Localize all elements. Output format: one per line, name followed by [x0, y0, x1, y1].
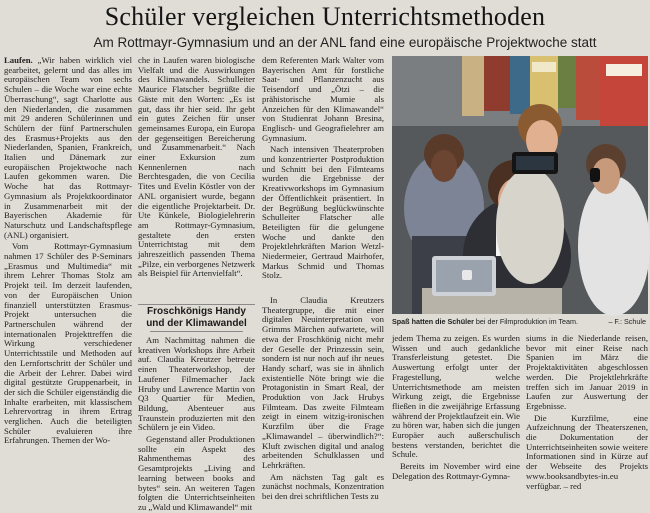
paragraph: Bereits im November wird eine Delegation des Rottmayr-Gymna-: [392, 461, 520, 481]
paragraph: siums in die Niederlande reisen, bevor mit einer Reise nach Spanien im März die Projektaktivitäten abgeschlossen werden. Die Projektlehrkräfte treffen sich im Januar 2019 in Laufen zur Auswertung der Ergebnisse.: [526, 333, 648, 411]
paragraph: Vom Rottmayr-Gymnasium nahmen 17 Schüler des P-Seminars „Erasmus und Multimedia“ mit ihrem Lehrer Thomas Stolz am Projekt teil. Im derzeit laufenden, von der Europäischen Union finanziell unterstützten Erasmus-Projekt untersuchen die Partnerschulen während der internationalen Projekttreffen die Wirkung verschiedener Unterrichtsstile und Methoden auf den Lernfortschritt der Schüler und die Arbeit der Lehrer. Dabei wird digital gestützte Gruppenarbeit, in der sich die Schüler eigenständig die Inhalte erarbeiten, mit klassischem Lehrervortrag in ihrem Ertrag verglichen. Auch die beteiligten Schüler evaluieren ihre Erfahrungen. Themen der Wo-: [4, 241, 132, 446]
paragraph: Am nächsten Tag galt es zunächst nochmals, Konzentration bei den drei schriftlichen Tests zu: [262, 471, 384, 502]
article-column-2b: [138, 335, 255, 512]
dateline: Laufen.: [4, 55, 33, 65]
paragraph: [4, 56, 132, 240]
article-headline: Schüler vergleichen Unterrichtsmethoden: [104, 2, 546, 31]
caption-text: bei der Filmproduktion im Team.: [473, 317, 579, 326]
paragraph: jedem Thema zu zeigen. Es wurden Wissen und auch gedankliche Transferleistung getestet. Die Auswertung erfolgt unter der Fragestellung, welche Unterrichtsmethode am meisten Wirkung zeigt, die Ergebnisse fließen in die zweijährige Erfassung während der Projektlaufzeit ein. Wie zu hören war, haben sich die jungen Europäer auch außerschulisch bestens verstanden, berichtet die Schule.: [392, 333, 520, 460]
article-column-2: [138, 56, 255, 304]
article-column-5: [526, 334, 648, 493]
box-rule-top: [138, 304, 255, 305]
caption-lead: Spaß hatten die Schüler: [392, 317, 474, 326]
article-column-3: [262, 56, 384, 292]
article-column-3b: [262, 295, 384, 502]
paragraph: Am Nachmittag nahmen die kreativen Workshops ihre Arbeit auf. Claudia Kreutzer betreute einen Theaterworkshop, der Laufener Filmemacher Jack Hruby und Lawrence Martin von Q3 Quartier für Medien, Bildung, Abenteuer aus Traunstein produzierten mit den Schülern je ein Video.: [138, 335, 255, 433]
paragraph: Die Kurzfilme, eine Aufzeichnung der Theaterszenen, die Dokumentation der Unterrichtseinheiten sowie weitere Informationen sind in Kürze auf der Webseite des Projekts www.booksandbytes-in.eu verfügbar. – red: [526, 412, 648, 491]
article-photo: [392, 56, 648, 314]
paragraph: Gegenstand aller Produktionen sollte ein Aspekt des Rahmenthemas des Gesamtprojekts „Living and learning between books and bytes“ sein. An weiteren Tagen folgten die Unterrichtseinheiten zu „Wald und Klimawandel“ mit: [138, 434, 255, 512]
photo-credit: – F.: Schule: [608, 317, 646, 326]
article-column-1: [4, 56, 132, 493]
article-subheadline: Am Rottmayr-Gymnasium und an der ANL fand eine europäische Projektwoche statt: [93, 35, 597, 50]
section-heading: Froschkönigs Handy und der Klimawandel: [146, 306, 247, 329]
paragraph: Nach intensiven Theaterproben und konzentrierter Postproduktion und Schnitt bei den Filmteams wurden die Ergebnisse der Kreativworkshops im Gymnasium der Öffentlichkeit präsentiert. In der Begrüßung beglückwünschte Schulleiter Flatscher alle Beteiligten für die gelungene Woche und dankte den Projektlehrkräften Marion Wetzl-Niedermeier, Gertraud Mairhofer, Markus Schmid und Thomas Stolz.: [262, 144, 384, 281]
box-rule-bottom: [150, 331, 243, 332]
paragraph: che in Laufen waren biologische Vielfalt und die Auswirkungen des Klimawandels. Schulleiter Maurice Flatscher begrüßte die Gäste mit den Worten: „Es ist gut, dass ihr hier seid. Ihr gebt ein gutes Zeichen für unser gemeinsames Europa, ein Europa der gegenseitigen Bereicherung und Zusammenarbeit.“ Nach einer Exkursion zum Kennenlernen nach Berchtesgaden, die von Cecilia Tites und Evelin Köstler von der ANL organisiert wurde, begann die eigentliche Projektarbeit. Dr. Ute Künkele, Biologielehrerin am Rottmayr-Gymnasium, gestaltete den ersten Unterrichtstag mit dem jahreszeitlich passenden Thema „Pilze, ein verborgenes Netzwerk als Beispiel für Artenvielfalt“.: [138, 55, 255, 279]
paragraph-text: „Wir haben wirklich viel gearbeitet, gelernt und das alles im europäischen Team von sechs Schulen – die Woche war eine echte Überraschung“, sagt Charlotte aus den Niederlanden, die zusammen mit 29 anderen Schülerinnen und Schülern der fünf Partnerschulen des Erasmus+Projekts aus den Niederlanden, Spanien, Frankreich, Italien und Dänemark zur europäischen Projektwoche nach Laufen gekommen waren. Die Woche hat das Rottmayr-Gymnasium als Projektkoordinator in Zusammenarbeit mit der Bayerischen Akademie für Naturschutz und Landschaftspflege (ANL) organisiert.: [4, 55, 132, 240]
paragraph: In Claudia Kreutzers Theatergruppe, die mit einer digitalen Neuinterpretation von Grimms Märchen aufwartete, will etwa der Froschkönig nicht mehr der Geselle der Prinzessin sein, sondern ist nur noch auf ihr neues Handy scharf, was sie in ähnlich existentielle Nöte bringt wie die Protagonistin in Smart Real, der Produktion von Jack Hrubys Filmteam. Das zweite Filmteam zeigt in einem witzig-ironischen Kurzfilm über die Frage „Klimawandel – überwindlich?“: Kluft zwischen digital und analog arbeitenden Schulklassen und Lehrkräften.: [262, 295, 384, 470]
students-filming-illustration: [392, 56, 648, 314]
photo-caption: [392, 316, 648, 328]
article-column-4: [392, 334, 520, 493]
paragraph: dem Referenten Mark Walter vom Bayerischen Amt für forstliche Saat- und Pflanzenzucht aus Teisendorf und „Ötzi – die prähistorische Mumie als Anzeichen für den Klimawandel“ von Studienrat Johann Bresina, Englisch- und Geografielehrer am Gymnasium.: [262, 55, 384, 143]
